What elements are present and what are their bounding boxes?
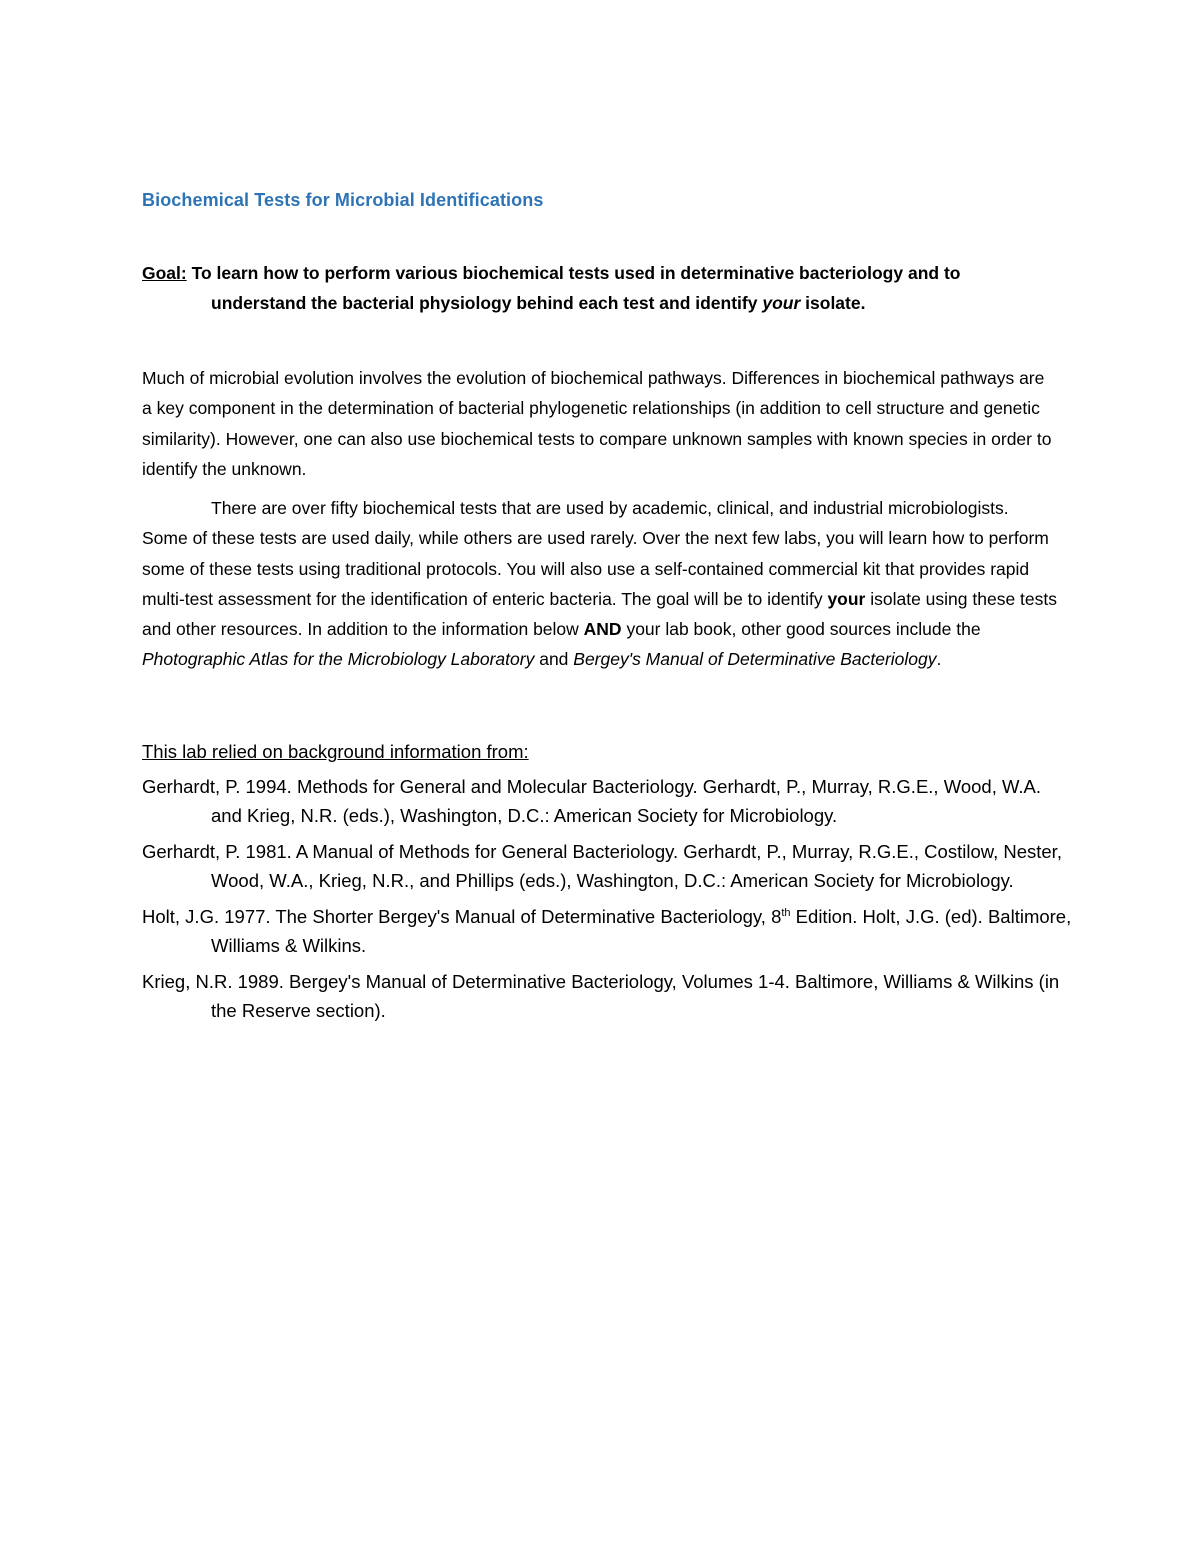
reference-text: Holt, J.G. 1977. The Shorter Bergey's Manual of Determinative Bacteriology, 8 [142,906,782,927]
tests-paragraph-your: your [827,588,866,609]
bergey-title: Bergey's Manual of Determinative Bacteriology [573,649,937,670]
atlas-title: Photographic Atlas for the Microbiology Laboratory [142,649,535,670]
reference-text: Edition. Holt, J.G. (ed). Baltimore, Williams & Wilkins. [211,906,1072,956]
goal-text-part3: isolate. [800,293,866,313]
reference-item: Gerhardt, P. 1994. Methods for General and Molecular Bacteriology. Gerhardt, P., Murray, R.G.E., Wood, W.A. and Krieg, N.R. (eds.), Washington, D.C.: American Society for Microbiology. [142,776,1042,826]
tests-paragraph-part3: your lab book, other good sources include the [621,619,981,640]
tests-paragraph-part5: . [936,649,942,670]
goal-text-line1: To learn how to perform various biochemical tests used in determinative bacteriology and to [186,263,961,283]
references-heading: This lab relied on background information from: [142,741,529,762]
tests-paragraph-part2: isolate using these tests and other resources. In addition to the information below [142,588,1058,640]
tests-paragraph-part1: There are over fifty biochemical tests that are used by academic, clinical, and industrial microbiologists. Some of these tests are used daily, while others are used rarely. Over the next few labs, you will learn how to perform some of these tests using traditional protocols. You will also use a self-contained commercial kit that provides rapid multi-test assessment for the identification of enteric bacteria. The goal will be to identify [142,498,1049,609]
tests-paragraph-and: AND [583,619,622,640]
reference-item [142,902,1072,960]
goal-statement [142,258,1062,318]
goal-label: Goal: [142,263,187,283]
tests-paragraph-part4: and [534,649,574,670]
document-title: Biochemical Tests for Microbial Identifications [142,190,544,210]
references-list [142,772,1072,1032]
reference-item: Gerhardt, P. 1981. A Manual of Methods for General Bacteriology. Gerhardt, P., Murray, R.G.E., Costilow, Nester, Wood, W.A., Krieg, N.R., and Phillips (eds.), Washington, D.C.: American Society for Microbiology. [142,841,1062,891]
goal-emphasis: your [762,293,801,313]
goal-text-part2: understand the bacterial physiology behind each test and identify [211,293,763,313]
goal-text-line2 [142,288,1062,318]
reference-item: Krieg, N.R. 1989. Bergey's Manual of Determinative Bacteriology, Volumes 1-4. Baltimore, Williams & Wilkins (in the Reserve section). [142,971,1060,1021]
tests-paragraph [142,493,1057,675]
reference-superscript: th [781,906,791,919]
intro-paragraph: Much of microbial evolution involves the evolution of biochemical pathways. Differences in biochemical pathways are a key component in the determination of bacterial phylogenetic relationships (in addition to cell structure and genetic similarity). However, one can also use biochemical tests to compare unknown samples with known species in order to identify the unknown. [142,368,1052,479]
